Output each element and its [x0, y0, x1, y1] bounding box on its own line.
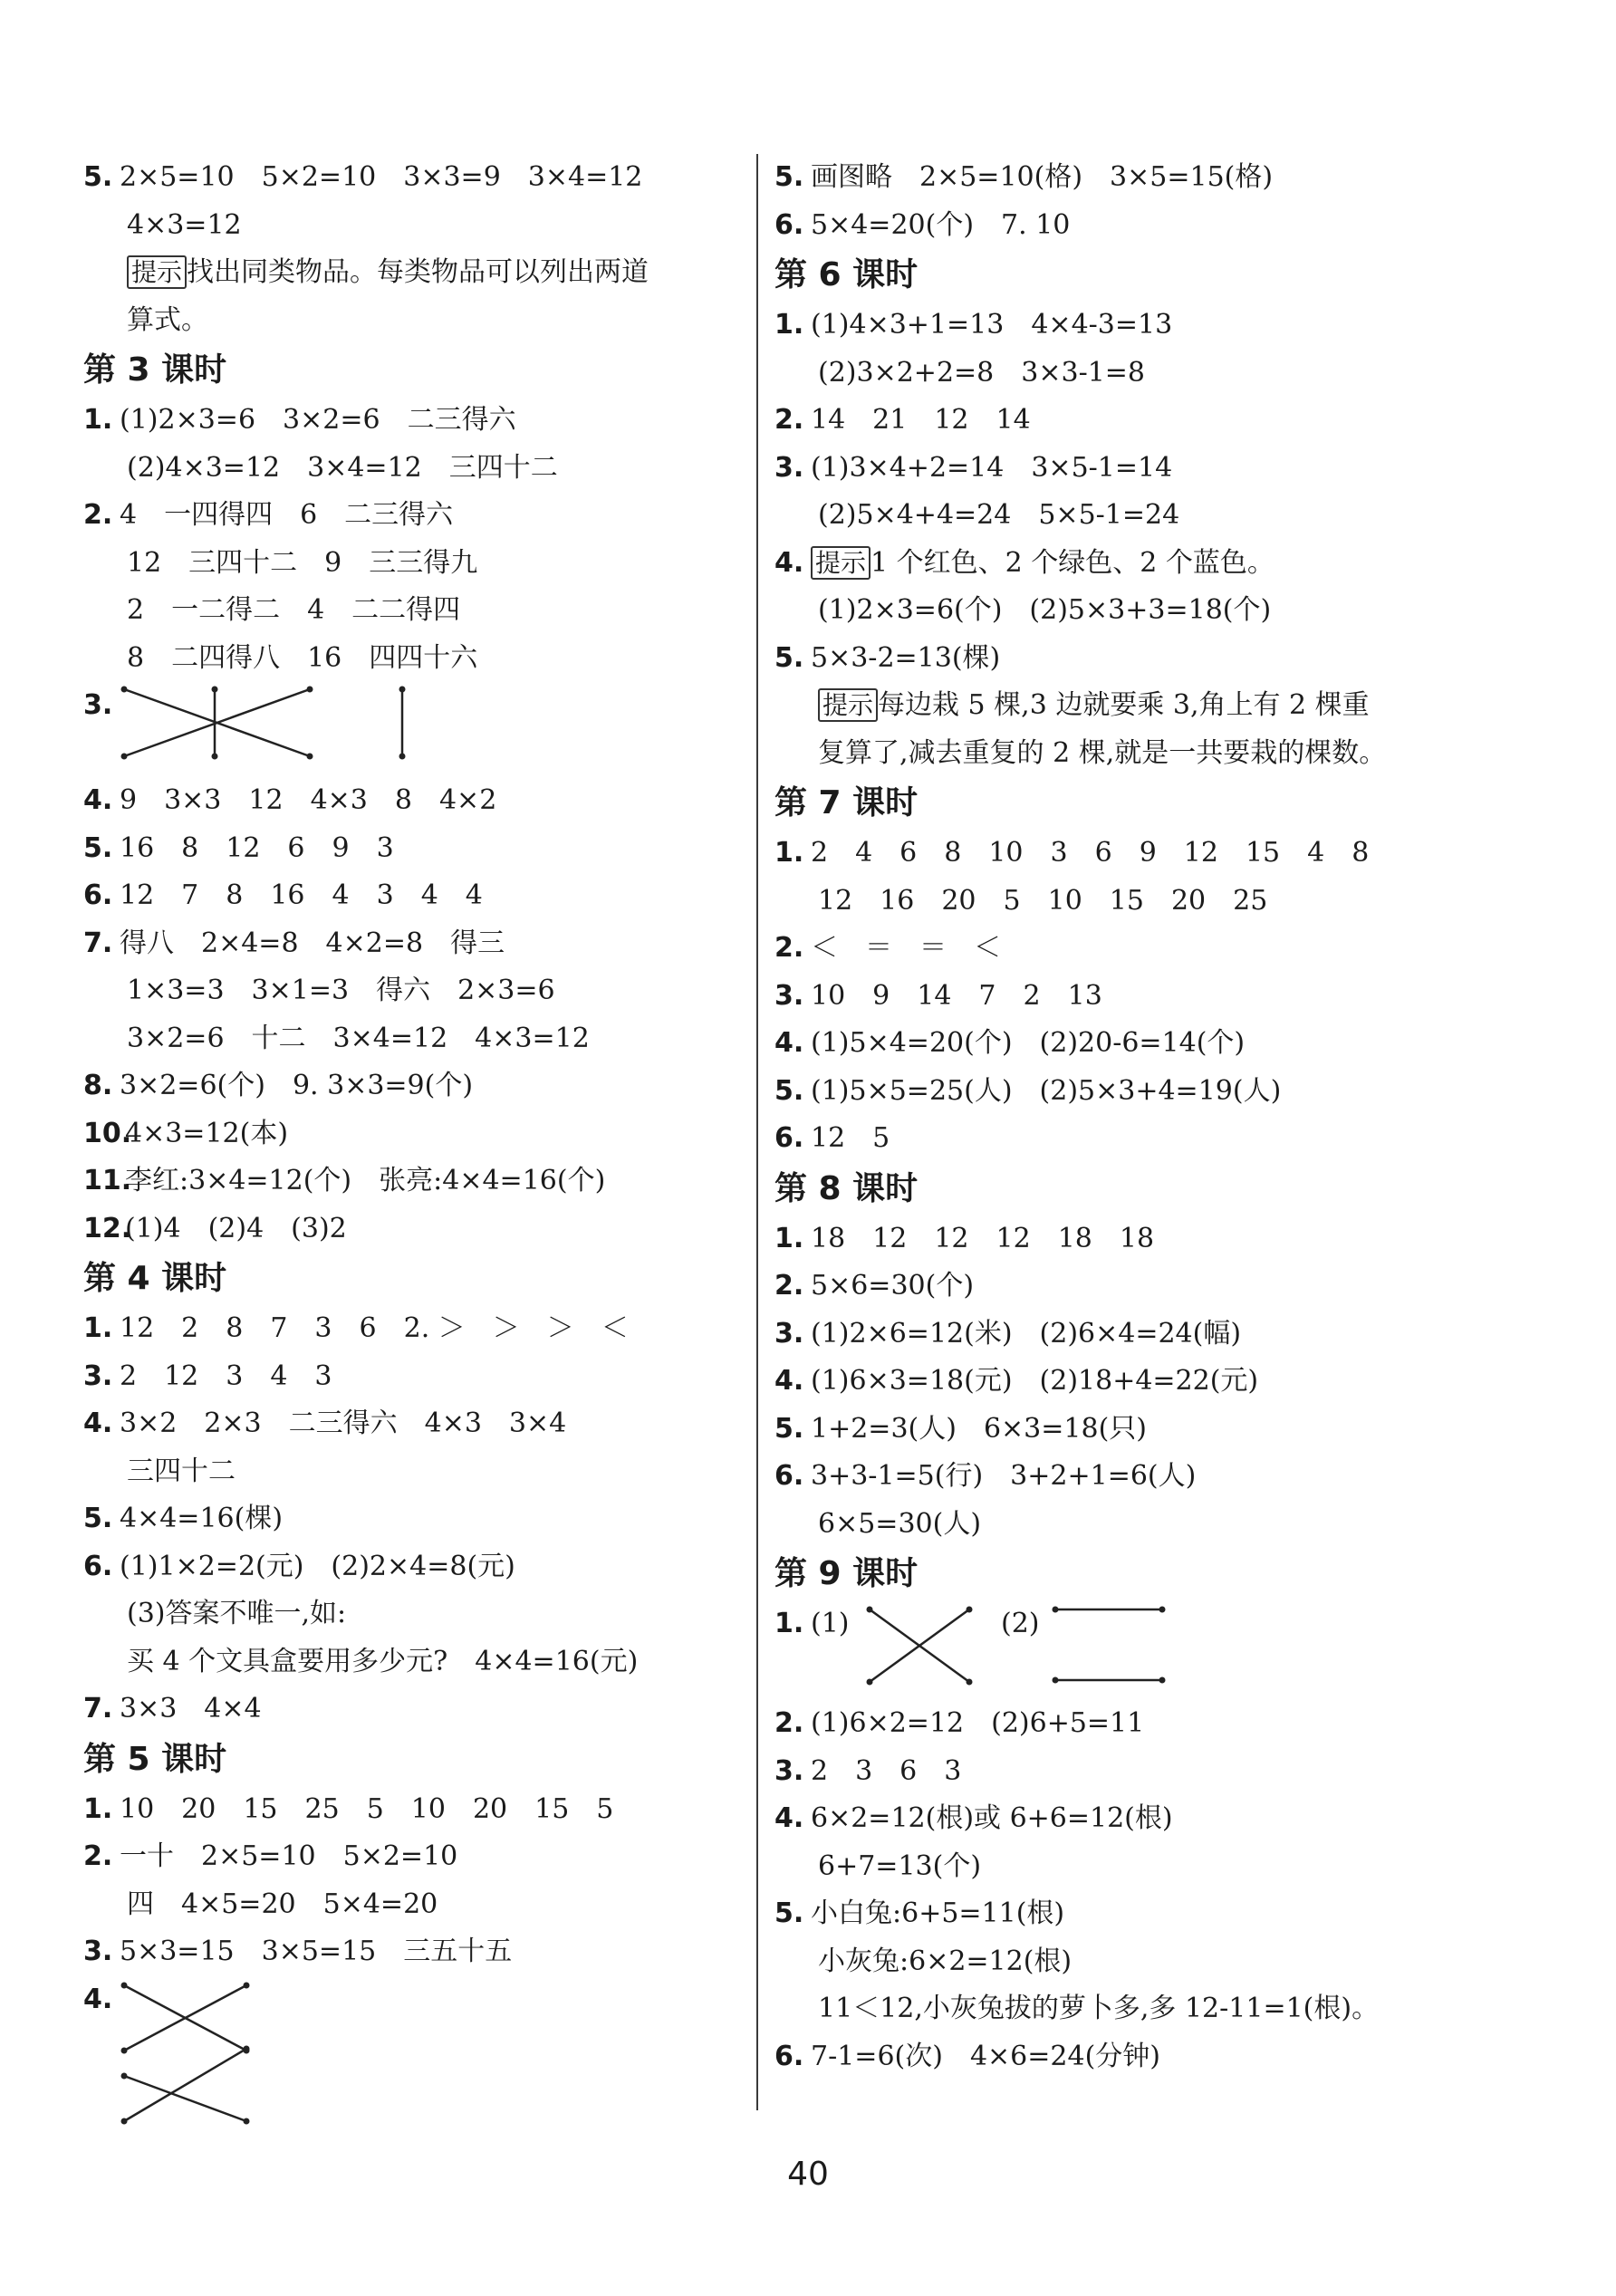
question-number: 2.	[83, 1840, 113, 1872]
question-number: 3.	[774, 1754, 804, 1787]
answer-line	[83, 967, 745, 1015]
answer-line	[83, 1543, 745, 1591]
answer-text: 6×5=30(人)	[818, 1507, 982, 1540]
answer-line	[83, 1686, 745, 1734]
section-heading: 第 9 课时	[774, 1555, 919, 1592]
hint-badge: 提示	[818, 688, 878, 722]
answer-line	[774, 1358, 1535, 1406]
answer-line	[83, 249, 745, 297]
answer-line	[774, 635, 1535, 683]
answer-line	[774, 730, 1535, 778]
figure-drawing	[861, 1600, 996, 1691]
question-number: 3.	[774, 979, 804, 1012]
question-number: 2.	[774, 1707, 804, 1739]
answer-line	[83, 540, 745, 588]
answer-text: (1)2×6=12(米) (2)6×4=24(幅)	[811, 1317, 1242, 1350]
answer-line	[774, 1311, 1535, 1359]
figure-dot	[244, 2045, 250, 2051]
answer-text: 16 8 12 6 9 3	[120, 831, 394, 864]
figure-dot	[212, 687, 218, 693]
answer-line	[774, 1406, 1535, 1454]
figure-dot	[244, 1982, 250, 1988]
answer-text: 得八 2×4=8 4×2=8 得三	[120, 927, 505, 959]
section-heading: 第 4 课时	[83, 1260, 227, 1297]
answer-line	[774, 1843, 1535, 1891]
answer-line	[774, 830, 1535, 878]
answer-text: 3+3-1=5(行) 3+2+1=6(人)	[811, 1460, 1197, 1492]
question-number: 4.	[774, 1365, 804, 1397]
question-number: 4.	[83, 1983, 113, 2015]
question-number: 1.	[83, 1312, 113, 1344]
answer-text: 小白兔:6+5=11(根)	[811, 1897, 1065, 1929]
question-number: 4.	[774, 1027, 804, 1059]
answer-text: 一十 2×5=10 5×2=10	[120, 1840, 458, 1872]
answer-text: 6+7=13(个)	[818, 1849, 982, 1882]
figure-dot	[121, 754, 128, 760]
answer-text: 画图略 2×5=10(格) 3×5=15(格)	[811, 161, 1274, 193]
answer-text: 三四十二	[127, 1455, 236, 1487]
answer-line	[774, 540, 1535, 588]
answer-text: 12 5	[811, 1122, 890, 1154]
answer-text: (1)5×4=20(个) (2)20-6=14(个)	[811, 1027, 1246, 1059]
question-number: 6.	[774, 1122, 804, 1154]
answer-text: (1)4×3+1=13 4×4-3=13	[811, 309, 1173, 341]
question-number: 1.	[83, 404, 113, 436]
figure-drawing	[120, 682, 418, 782]
question-number: 1.	[774, 309, 804, 341]
answer-text: (2)5×4+4=24 5×5-1=24	[818, 499, 1180, 531]
answer-text: 4 一四得四 6 二三得六	[120, 499, 454, 531]
answer-line	[83, 1448, 745, 1496]
answer-line	[83, 635, 745, 683]
question-number: 4.	[774, 1802, 804, 1834]
figure-dot	[1159, 1677, 1166, 1684]
answer-line	[774, 1215, 1535, 1263]
question-number: 1.	[774, 1222, 804, 1254]
answer-line	[774, 878, 1535, 926]
question-number: 8.	[83, 1070, 113, 1101]
answer-line	[774, 492, 1535, 540]
section-heading: 第 7 课时	[774, 784, 919, 821]
hint-badge: 提示	[811, 546, 871, 580]
figure-dot	[967, 1607, 973, 1613]
answer-line	[83, 397, 745, 445]
figure-label: (2)	[1001, 1608, 1040, 1639]
answer-line	[774, 1501, 1535, 1549]
question-number: 1.	[774, 837, 804, 869]
figure-dot	[121, 2072, 128, 2079]
answer-line	[774, 445, 1535, 493]
answer-line	[83, 587, 745, 635]
answer-line	[774, 1453, 1535, 1501]
answer-line	[774, 1748, 1535, 1796]
question-number: 1.	[774, 1608, 804, 1639]
answer-text: 10 9 14 7 2 13	[811, 979, 1102, 1012]
question-number: 5.	[774, 641, 804, 674]
question-number: 7.	[83, 1693, 113, 1724]
figure-dot	[121, 687, 128, 693]
figure-dot	[1053, 1677, 1059, 1684]
answer-text: 四 4×5=20 5×4=20	[127, 1888, 438, 1920]
answer-text: 2 3 6 3	[811, 1754, 962, 1787]
figure-drawing	[120, 1976, 301, 2130]
answer-line	[83, 872, 745, 920]
answer-line	[774, 973, 1535, 1021]
answer-text: 5×6=30(个)	[811, 1270, 975, 1302]
answer-line	[774, 1985, 1535, 2033]
question-number: 5.	[774, 1412, 804, 1445]
answer-text: 1+2=3(人) 6×3=18(只)	[811, 1412, 1147, 1445]
answer-line	[774, 302, 1535, 350]
question-number: 6.	[774, 1460, 804, 1492]
answer-text: 12 2 8 7 3 6 2. ＞ ＞ ＞ ＜	[120, 1312, 629, 1344]
answer-line	[774, 1890, 1535, 1938]
question-number: 5.	[83, 831, 113, 864]
answer-text: 1×3=3 3×1=3 得六 2×3=6	[127, 975, 555, 1006]
answer-text: 2 一二得二 4 二二得四	[127, 594, 461, 626]
answer-text: 12 7 8 16 4 3 4 4	[120, 879, 483, 911]
figure-dot	[212, 754, 218, 760]
question-number: 6.	[774, 208, 804, 241]
answer-text: (1)6×2=12 (2)6+5=11	[811, 1707, 1145, 1739]
answer-line	[83, 154, 745, 202]
answer-line	[774, 1700, 1535, 1748]
question-number: 11.	[83, 1165, 132, 1196]
question-number: 2.	[774, 404, 804, 436]
question-number: 4.	[83, 784, 113, 816]
answer-line	[774, 202, 1535, 250]
answer-line	[774, 1115, 1535, 1163]
answer-text: 7-1=6(次) 4×6=24(分钟)	[811, 2040, 1160, 2072]
question-number: 3.	[774, 451, 804, 484]
figure-dot	[244, 2118, 250, 2124]
figure-dot	[967, 1679, 973, 1686]
question-number: 5.	[774, 1074, 804, 1107]
answer-line	[83, 1353, 745, 1401]
answer-text: 5×4=20(个) 7. 10	[811, 208, 1071, 241]
answer-text: 每边栽 5 棵,3 边就要乘 3,角上有 2 棵重	[878, 689, 1370, 721]
question-number: 1.	[83, 1792, 113, 1825]
answer-line	[83, 1305, 745, 1353]
answer-line	[83, 492, 745, 540]
answer-line	[774, 1600, 1535, 1700]
answer-line	[83, 682, 745, 777]
answer-text: 4×3=12	[127, 208, 242, 241]
answer-text: 3×2 2×3 二三得六 4×3 3×4	[120, 1407, 567, 1439]
answer-text: 12 16 20 5 10 15 20 25	[818, 884, 1268, 917]
answer-line	[774, 1938, 1535, 1986]
answer-text: 2 12 3 4 3	[120, 1359, 332, 1392]
question-number: 6.	[83, 879, 113, 911]
answer-text: 4×4=16(棵)	[120, 1503, 284, 1534]
section-heading: 第 5 课时	[83, 1740, 227, 1778]
question-number: 5.	[83, 161, 113, 193]
figure-dot	[399, 687, 406, 693]
answer-line	[83, 777, 745, 825]
answer-line	[774, 397, 1535, 445]
answer-line	[774, 1263, 1535, 1311]
question-number: 3.	[83, 1936, 113, 1967]
section-heading: 第 6 课时	[774, 256, 919, 293]
answer-text: (1)5×5=25(人) (2)5×3+4=19(人)	[811, 1074, 1282, 1107]
answer-line	[774, 154, 1535, 202]
question-number: 4.	[83, 1407, 113, 1439]
answer-text: 4×3=12(本)	[125, 1117, 289, 1149]
answer-line	[83, 1400, 745, 1448]
answer-text: 5×3-2=13(棵)	[811, 641, 1001, 674]
answer-line	[83, 1928, 745, 1976]
answer-text: 11＜12,小灰兔拔的萝卜多,多 12-11=1(根)。	[818, 1993, 1380, 2024]
question-number: 3.	[774, 1317, 804, 1350]
question-number: 4.	[774, 546, 804, 579]
question-number: 6.	[774, 2040, 804, 2072]
answer-text: 2×5=10 5×2=10 3×3=9 3×4=12	[120, 161, 643, 193]
answer-line	[83, 1158, 745, 1206]
answer-text: 算式。	[127, 303, 208, 336]
figure-dot	[1159, 1607, 1166, 1613]
figure-dot	[307, 687, 313, 693]
answer-line	[83, 1206, 745, 1254]
question-number: 10.	[83, 1117, 132, 1149]
answer-text: (1)4 (2)4 (3)2	[125, 1212, 347, 1244]
answer-line	[83, 1638, 745, 1686]
answer-text: 3×3 4×4	[120, 1693, 262, 1724]
answer-line	[83, 920, 745, 968]
question-number: 12.	[83, 1212, 132, 1244]
right-column	[774, 154, 1535, 2080]
answer-line	[83, 202, 745, 250]
answer-text: 9 3×3 12 4×3 8 4×2	[120, 784, 497, 816]
answer-text: 3×2=6(个) 9. 3×3=9(个)	[120, 1070, 474, 1101]
answer-line	[83, 1976, 745, 2121]
figure-dot	[121, 2118, 128, 2124]
answer-text: 18 12 12 12 18 18	[811, 1222, 1155, 1254]
figure-dot	[867, 1679, 873, 1686]
answer-text: (1)2×3=6 3×2=6 二三得六	[120, 404, 516, 436]
answer-text: 找出同类物品。每类物品可以列出两道	[187, 256, 649, 288]
answer-line	[83, 1786, 745, 1834]
question-number: 2.	[774, 932, 804, 964]
answer-text: 8 二四得八 16 四四十六	[127, 641, 478, 674]
answer-text: 1 个红色、2 个绿色、2 个蓝色。	[871, 546, 1275, 579]
answer-text: (1)6×3=18(元) (2)18+4=22(元)	[811, 1365, 1259, 1397]
answer-line	[83, 825, 745, 873]
question-number: 7.	[83, 927, 113, 959]
answer-text: (3)答案不唯一,如:	[127, 1598, 347, 1629]
answer-line	[83, 1062, 745, 1110]
left-column	[83, 154, 745, 2121]
answer-line	[774, 925, 1535, 973]
question-number: 5.	[774, 161, 804, 193]
answer-text: ＜ ＝ ＝ ＜	[811, 932, 1001, 964]
answer-text: 10 20 15 25 5 10 20 15 5	[120, 1792, 614, 1825]
answer-line	[774, 1020, 1535, 1068]
answer-text: 复算了,减去重复的 2 棵,就是一共要栽的棵数。	[818, 736, 1387, 769]
question-number: 5.	[83, 1503, 113, 1534]
figure-dot	[867, 1607, 873, 1613]
answer-text: (2)3×2+2=8 3×3-1=8	[818, 356, 1146, 389]
figure-dot	[121, 1982, 128, 1988]
answer-text: 12 三四十二 9 三三得九	[127, 546, 478, 579]
answer-text: 5×3=15 3×5=15 三五十五	[120, 1936, 513, 1967]
section-heading: 第 3 课时	[83, 351, 227, 389]
figure-line	[124, 2076, 246, 2121]
answer-text: 6×2=12(根)或 6+6=12(根)	[811, 1802, 1173, 1834]
question-number: 3.	[83, 689, 113, 721]
figure-dot	[121, 2047, 128, 2053]
answer-line	[774, 682, 1535, 730]
figure-dot	[307, 754, 313, 760]
answer-line	[83, 297, 745, 345]
question-number: 2.	[774, 1270, 804, 1302]
answer-text: (1)1×2=2(元) (2)2×4=8(元)	[120, 1550, 515, 1582]
question-number: 5.	[774, 1897, 804, 1929]
figure-drawing	[1046, 1600, 1182, 1691]
answer-text: (1)3×4+2=14 3×5-1=14	[811, 451, 1173, 484]
answer-line	[774, 350, 1535, 398]
answer-line	[83, 1015, 745, 1063]
answer-line	[774, 1795, 1535, 1843]
answer-text: 2 4 6 8 10 3 6 9 12 15 4 8	[811, 837, 1370, 869]
answer-text: 14 21 12 14	[811, 404, 1031, 436]
answer-text: 李红:3×4=12(个) 张亮:4×4=16(个)	[125, 1165, 606, 1196]
answer-line	[83, 1590, 745, 1638]
figure-dot	[1053, 1607, 1059, 1613]
answer-text: (1)	[811, 1608, 850, 1639]
answer-line	[83, 1833, 745, 1881]
question-number: 2.	[83, 499, 113, 531]
answer-line	[774, 1068, 1535, 1116]
answer-line	[83, 1881, 745, 1929]
answer-text: (1)2×3=6(个) (2)5×3+3=18(个)	[818, 594, 1272, 626]
answer-line	[83, 1495, 745, 1543]
answer-line	[83, 445, 745, 493]
answer-text: 买 4 个文具盒要用多少元? 4×4=16(元)	[127, 1645, 639, 1677]
question-number: 3.	[83, 1359, 113, 1392]
answer-line	[83, 1110, 745, 1158]
answer-line	[774, 587, 1535, 635]
page-number: 40	[787, 2156, 829, 2193]
hint-badge: 提示	[127, 255, 187, 289]
answer-text: (2)4×3=12 3×4=12 三四十二	[127, 451, 558, 484]
section-heading: 第 8 课时	[774, 1169, 919, 1207]
column-divider	[756, 154, 758, 2110]
answer-text: 3×2=6 十二 3×4=12 4×3=12	[127, 1022, 590, 1054]
figure-line	[124, 2049, 246, 2121]
figure-dot	[399, 754, 406, 760]
answer-text: 小灰兔:6×2=12(根)	[818, 1945, 1073, 1977]
answer-line	[774, 2033, 1535, 2081]
question-number: 6.	[83, 1550, 113, 1582]
